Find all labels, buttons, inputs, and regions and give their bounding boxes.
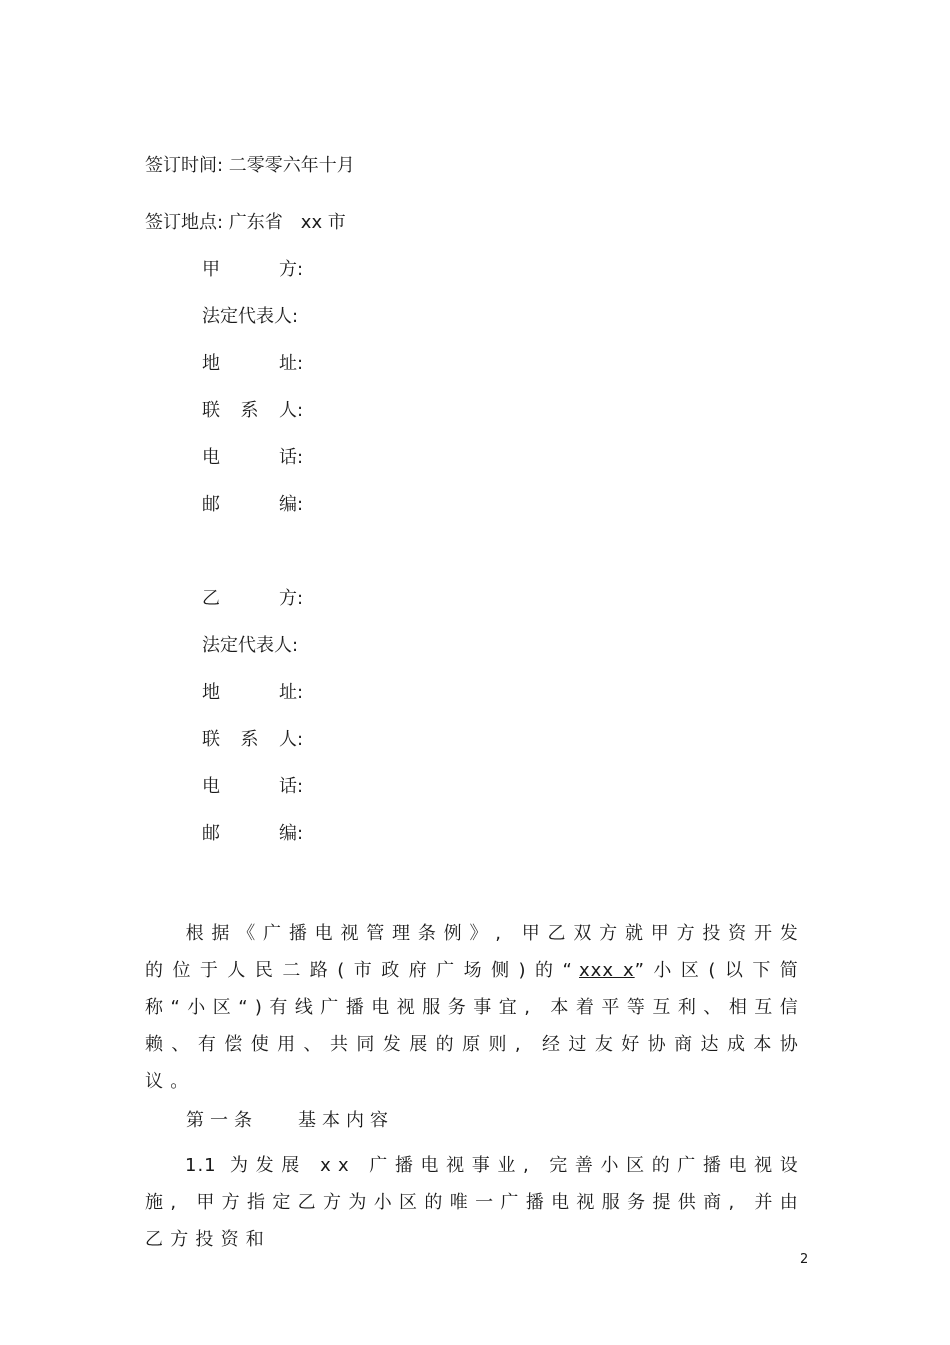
- party-b-postcode-field: 邮 编 :: [202, 823, 304, 844]
- field-label: 甲 方: [202, 259, 297, 280]
- party-a-postcode-field: 邮 编 :: [202, 494, 304, 515]
- field-label: 地 址: [202, 682, 297, 703]
- party-a-name-field: 甲 方 :: [202, 259, 304, 280]
- signing-place: 签订地点: 广东省 xx 市: [145, 212, 346, 233]
- project-name-underlined: xxx x: [579, 960, 635, 981]
- clause-1-1: 1.1 为发展 xx 广播电视事业, 完善小区的广播电视设施, 甲方指定乙方为小区的唯一广播电视服务提供商, 并由乙方投资和: [145, 1155, 805, 1250]
- field-label: 乙 方: [202, 588, 297, 609]
- field-label: 邮 编: [202, 494, 297, 515]
- clause-number: 1.1: [185, 1155, 217, 1176]
- party-b-address-field: 地 址 :: [202, 682, 304, 703]
- field-label: 电 话: [202, 776, 297, 797]
- party-b-legal-rep-field: 法定代表人:: [202, 635, 299, 656]
- intro-paragraph: 根据《广播电视管理条例》, 甲乙双方就甲方投资开发的位于人民二路(市政府广场侧)的“xxx x”小区(以下简称“小区“)有线广播电视服务事宜, 本着平等互利、相互信赖、有偿使用、共同发展的原则, 经过友好协商达成本协议。: [145, 923, 805, 1092]
- article-1-heading: 第一条 基本内容: [186, 1110, 394, 1131]
- party-a-phone-field: 电 话 :: [202, 447, 304, 468]
- party-b-name-field: 乙 方 :: [202, 588, 304, 609]
- party-b-phone-field: 电 话 :: [202, 776, 304, 797]
- field-label: 地 址: [202, 353, 297, 374]
- party-a-contact-field: 联 系 人 :: [202, 400, 304, 421]
- party-a-legal-rep-field: 法定代表人:: [202, 306, 299, 327]
- field-label: 联 系 人: [202, 400, 297, 421]
- field-label: 邮 编: [202, 823, 297, 844]
- party-b-contact-field: 联 系 人 :: [202, 729, 304, 750]
- signing-time: 签订时间: 二零零六年十月: [145, 155, 355, 176]
- page-number: 2: [800, 1252, 809, 1267]
- field-label: 联 系 人: [202, 729, 297, 750]
- field-label: 电 话: [202, 447, 297, 468]
- party-a-address-field: 地 址 :: [202, 353, 304, 374]
